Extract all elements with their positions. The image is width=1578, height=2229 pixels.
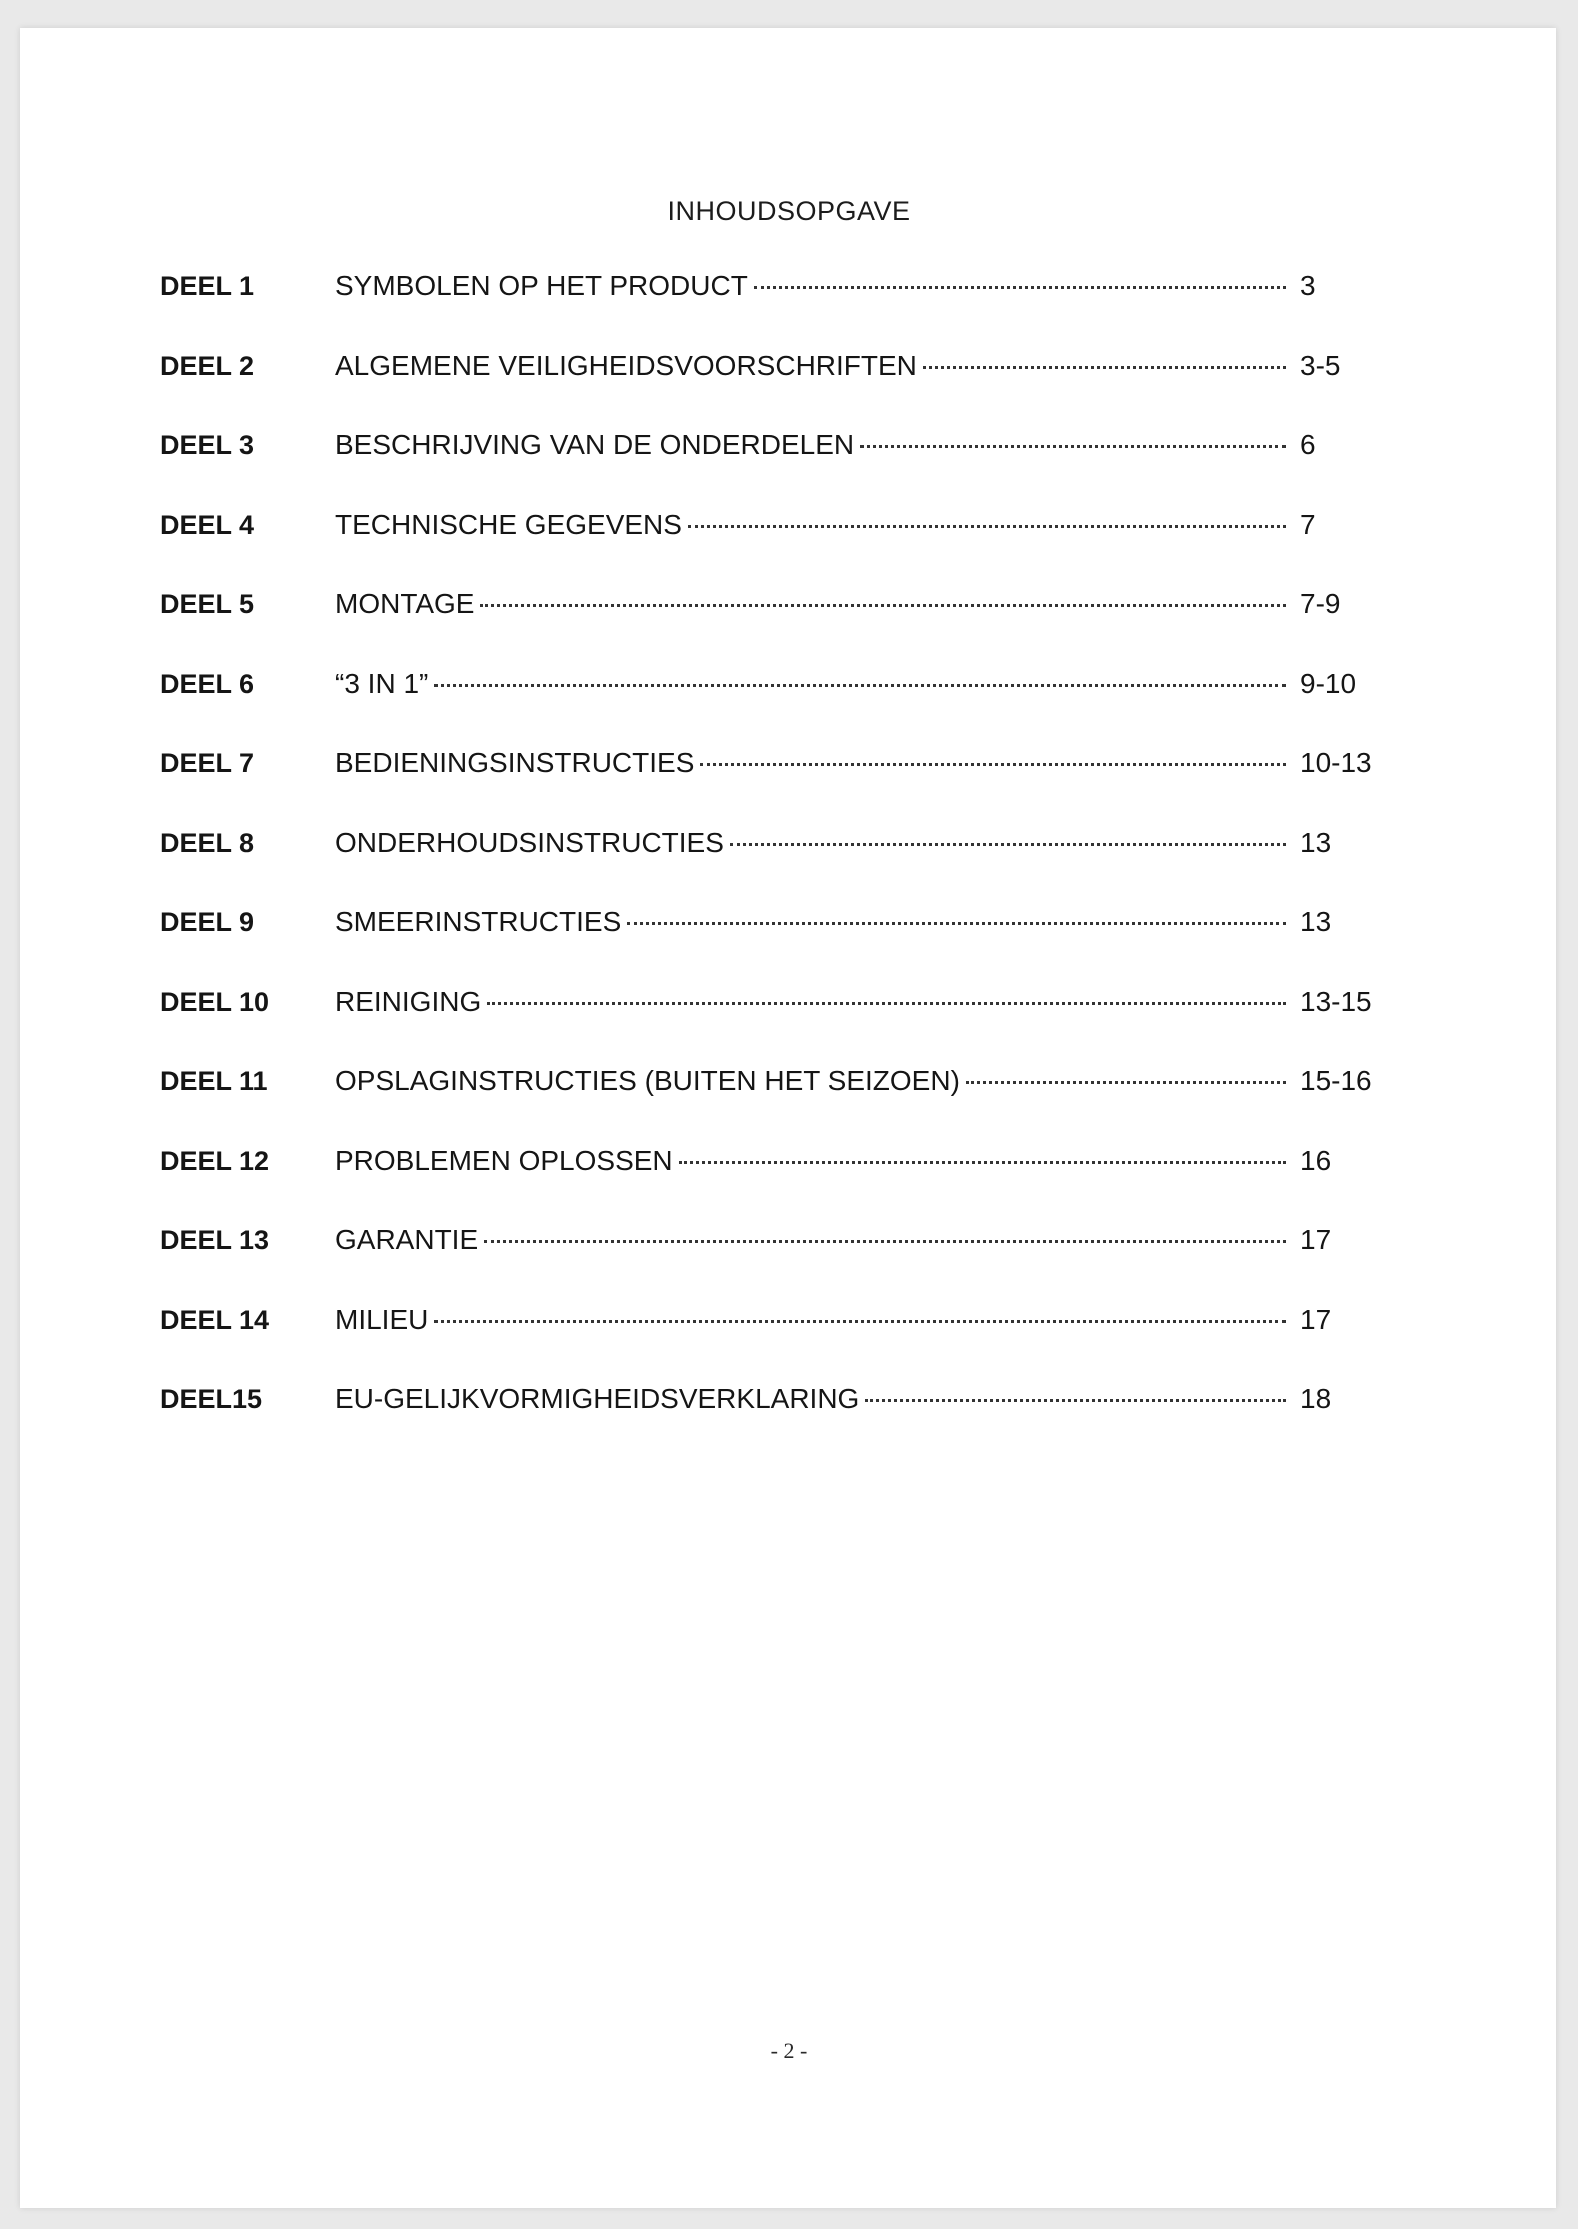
toc-section-title: EU-GELIJKVORMIGHEIDSVERKLARING xyxy=(335,1383,860,1414)
toc-row xyxy=(160,747,1380,827)
toc-row xyxy=(160,509,1380,589)
toc-dot-leader xyxy=(700,763,1286,766)
toc-part-number: DEEL 12 xyxy=(160,1145,270,1176)
toc-dot-leader xyxy=(860,445,1286,448)
toc-section-title: PROBLEMEN OPLOSSEN xyxy=(335,1144,673,1176)
toc-dot-leader xyxy=(679,1161,1286,1164)
toc-row xyxy=(160,1383,1380,1463)
toc-row xyxy=(160,1224,1380,1304)
toc-page-reference: 10-13 xyxy=(1300,747,1372,778)
toc-part-number: DEEL 2 xyxy=(160,350,255,381)
toc-row xyxy=(160,588,1380,668)
toc-dot-leader xyxy=(754,286,1286,289)
toc-part-number: DEEL15 xyxy=(160,1384,263,1414)
toc-page-reference: 17 xyxy=(1300,1224,1332,1255)
toc-dot-leader xyxy=(865,1399,1286,1402)
toc-dot-leader xyxy=(730,843,1286,846)
toc-part-number: DEEL 14 xyxy=(160,1304,270,1335)
toc-row xyxy=(160,1145,1380,1225)
toc-part-number: DEEL 13 xyxy=(160,1225,270,1255)
toc-section-title: BESCHRIJVING VAN DE ONDERDELEN xyxy=(335,429,855,460)
toc-part-number: DEEL 9 xyxy=(160,907,255,937)
toc-entry xyxy=(335,1224,1292,1256)
toc-part-number: DEEL 3 xyxy=(160,430,255,460)
toc-entry xyxy=(335,350,1292,382)
toc-page-reference: 3 xyxy=(1300,270,1316,301)
toc-entry xyxy=(335,906,1292,938)
toc-row xyxy=(160,270,1380,350)
toc-dot-leader xyxy=(484,1240,1286,1243)
toc-part-number: DEEL 10 xyxy=(160,986,270,1017)
toc-section-title: SYMBOLEN OP HET PRODUCT xyxy=(335,270,748,301)
toc-page-reference: 6 xyxy=(1300,429,1316,460)
toc-section-title: SMEERINSTRUCTIES xyxy=(335,906,622,937)
toc-row xyxy=(160,1065,1380,1145)
toc-part-number: DEEL 5 xyxy=(160,589,255,619)
toc-part-number: DEEL 4 xyxy=(160,509,255,540)
toc-page-reference: 9-10 xyxy=(1300,667,1357,699)
toc-page-reference: 16 xyxy=(1300,1144,1332,1176)
toc-entry xyxy=(335,668,1292,700)
toc-part-number: DEEL 8 xyxy=(160,827,255,858)
toc-section-title: ONDERHOUDSINSTRUCTIES xyxy=(335,826,724,858)
toc-row xyxy=(160,350,1380,430)
toc-section-title: ALGEMENE VEILIGHEIDSVOORSCHRIFTEN xyxy=(335,349,917,381)
toc-entry xyxy=(335,509,1292,541)
toc-dot-leader xyxy=(434,684,1286,687)
toc-part-number: DEEL 1 xyxy=(160,271,255,301)
toc-entry xyxy=(335,827,1292,859)
toc-section-title: MONTAGE xyxy=(335,588,475,619)
toc-entry xyxy=(335,588,1292,620)
toc-dot-leader xyxy=(627,922,1286,925)
toc-dot-leader xyxy=(688,525,1286,528)
toc-section-title: GARANTIE xyxy=(335,1224,479,1255)
toc-section-title: TECHNISCHE GEGEVENS xyxy=(335,508,682,540)
toc-dot-leader xyxy=(966,1081,1286,1084)
page-title: INHOUDSOPGAVE xyxy=(667,196,911,226)
toc-row xyxy=(160,827,1380,907)
toc-entry xyxy=(335,429,1292,461)
toc-row xyxy=(160,1304,1380,1384)
toc-row xyxy=(160,429,1380,509)
toc-page-reference: 3-5 xyxy=(1300,349,1341,381)
toc-entry xyxy=(335,747,1292,779)
toc-section-title: REINIGING xyxy=(335,985,482,1017)
toc-entry xyxy=(335,1145,1292,1177)
toc-dot-leader xyxy=(923,366,1286,369)
toc-entry xyxy=(335,270,1292,302)
table-of-contents xyxy=(160,270,1380,1463)
toc-row xyxy=(160,986,1380,1066)
toc-dot-leader xyxy=(487,1002,1286,1005)
toc-entry xyxy=(335,1304,1292,1336)
page-number: - 2 - xyxy=(770,2038,808,2063)
toc-page-reference: 13-15 xyxy=(1300,985,1372,1017)
toc-dot-leader xyxy=(480,604,1286,607)
toc-section-title: MILIEU xyxy=(335,1303,429,1335)
toc-dot-leader xyxy=(434,1320,1286,1323)
toc-page-reference: 7-9 xyxy=(1300,588,1341,619)
toc-section-title: BEDIENINGSINSTRUCTIES xyxy=(335,747,695,778)
toc-row xyxy=(160,668,1380,748)
toc-entry xyxy=(335,1065,1292,1097)
toc-part-number: DEEL 11 xyxy=(160,1066,268,1096)
toc-row xyxy=(160,906,1380,986)
toc-page-reference: 7 xyxy=(1300,508,1316,540)
toc-page-reference: 13 xyxy=(1300,826,1332,858)
toc-page-reference: 15-16 xyxy=(1300,1065,1372,1096)
toc-section-title: OPSLAGINSTRUCTIES (BUITEN HET SEIZOEN) xyxy=(335,1065,960,1096)
toc-page-reference: 13 xyxy=(1300,906,1332,937)
toc-entry xyxy=(335,1383,1292,1415)
toc-section-title: “3 IN 1” xyxy=(335,667,429,699)
toc-page-reference: 18 xyxy=(1300,1383,1332,1414)
toc-entry xyxy=(335,986,1292,1018)
toc-page-reference: 17 xyxy=(1300,1303,1332,1335)
toc-part-number: DEEL 6 xyxy=(160,668,255,699)
toc-part-number: DEEL 7 xyxy=(160,748,255,778)
